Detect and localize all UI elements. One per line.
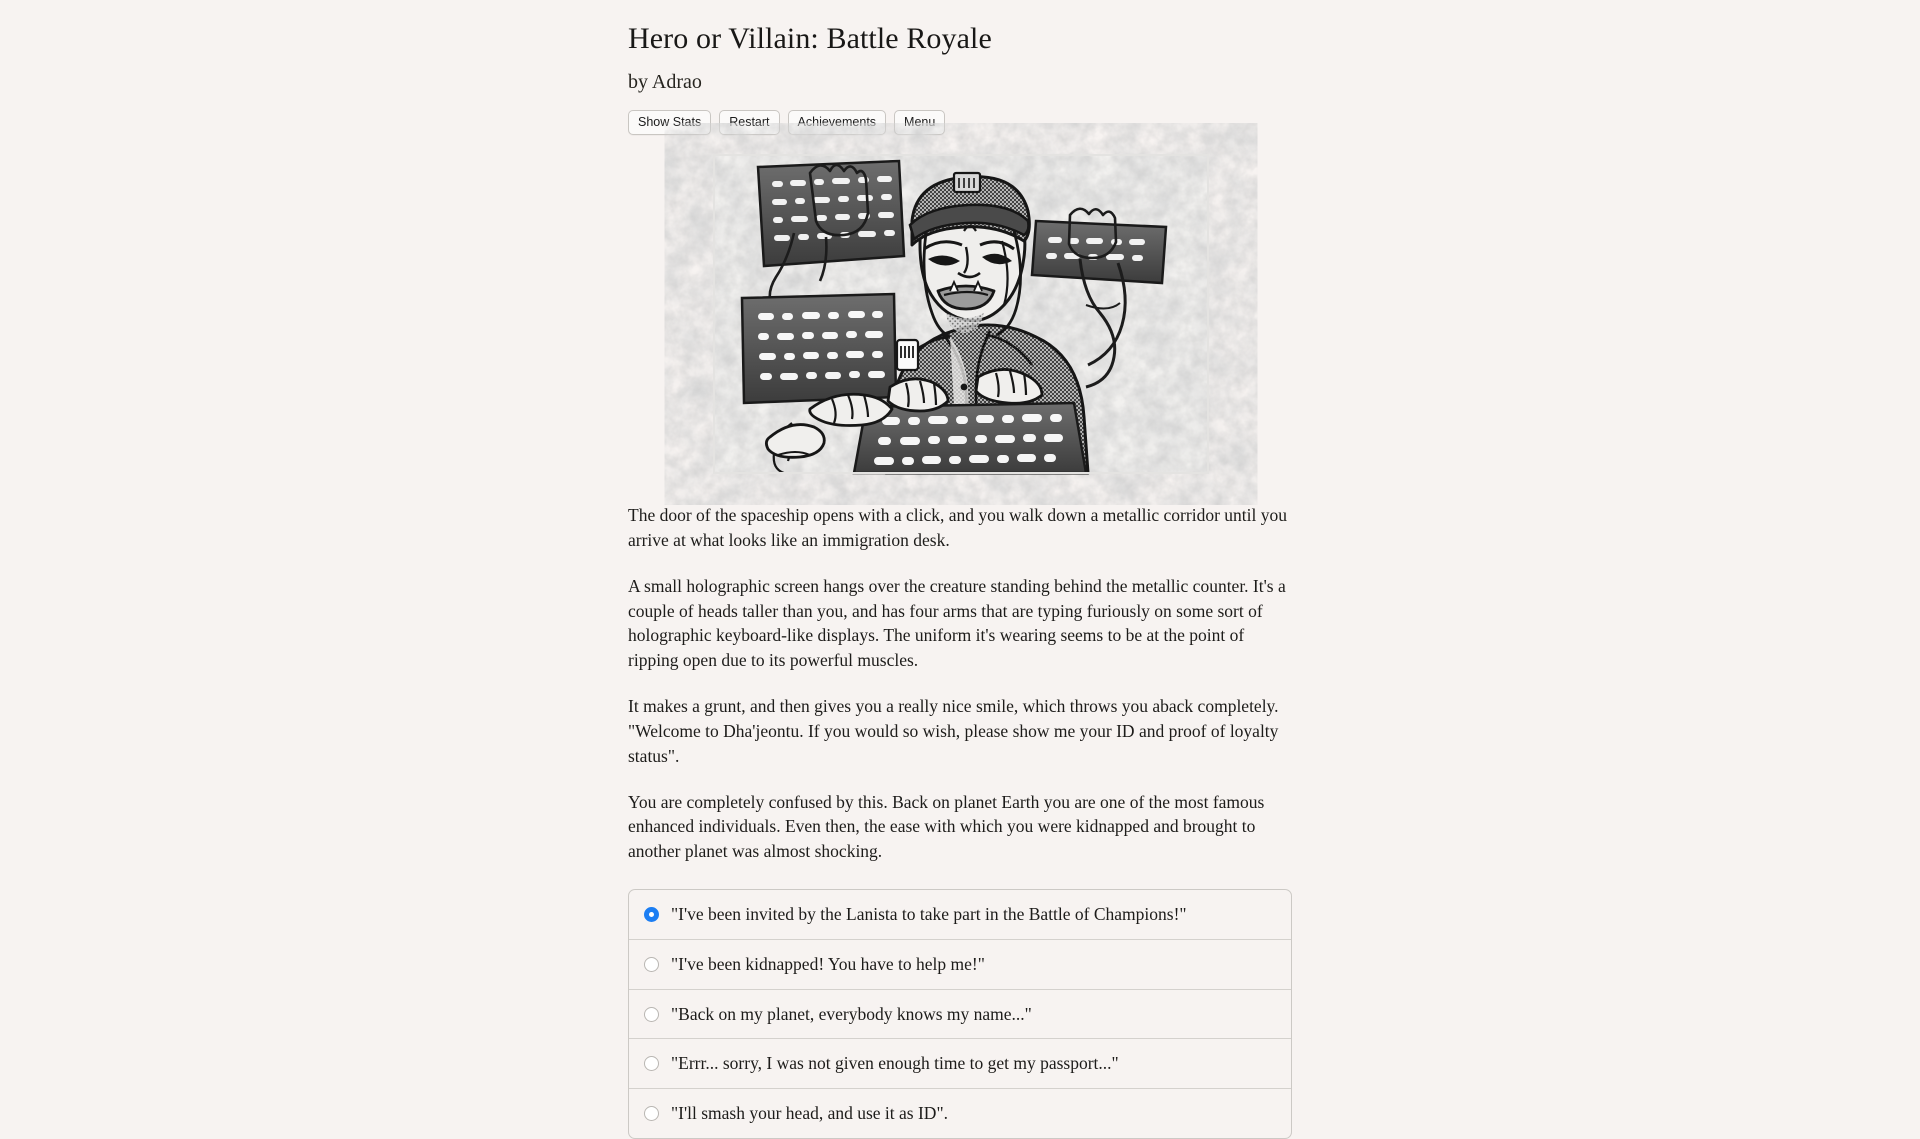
- scene-illustration: [714, 155, 1208, 473]
- radio-button-icon[interactable]: [644, 1007, 659, 1022]
- choice-label: "I've been kidnapped! You have to help me!": [671, 953, 985, 974]
- choice-option[interactable]: [629, 989, 1291, 1039]
- author-byline: by Adrao: [628, 70, 702, 93]
- story-paragraph: You are completely confused by this. Back on planet Earth you are one of the most famous enhanced individuals. Even then, the ease with which you were kidnapped and brought to another planet was almost shocking.: [628, 791, 1265, 862]
- game-toolbar: [628, 110, 1292, 136]
- radio-button-icon[interactable]: [644, 1106, 659, 1121]
- choice-option[interactable]: [629, 890, 1291, 939]
- choice-option[interactable]: [629, 1038, 1291, 1088]
- radio-button-icon[interactable]: [644, 1056, 659, 1071]
- page-title: Hero or Villain: Battle Royale: [628, 22, 992, 55]
- choice-label: "Errr... sorry, I was not given enough time to get my passport...": [671, 1053, 1119, 1074]
- restart-button[interactable]: Restart: [719, 110, 779, 136]
- choice-option[interactable]: [629, 1088, 1291, 1138]
- story-paragraph: It makes a grunt, and then gives you a really nice smile, which throws you aback completely. "Welcome to Dha'jeontu. If you would so wish, please show me your ID and proof of loyalty status".: [628, 696, 1279, 766]
- achievements-button[interactable]: Achievements: [788, 110, 887, 136]
- choice-label: "Back on my planet, everybody knows my name...": [671, 1003, 1032, 1024]
- choice-option[interactable]: [629, 939, 1291, 989]
- story-paragraph: The door of the spaceship opens with a click, and you walk down a metallic corridor until you arrive at what looks like an immigration desk.: [628, 505, 1287, 550]
- radio-button-selected-icon[interactable]: [644, 907, 659, 922]
- story-paragraph: A small holographic screen hangs over the creature standing behind the metallic counter. It's a couple of heads taller than you, and has four arms that are typing furiously on some sort of holographic keyboard-like displays. The uniform it's wearing seems to be at the point of ripping open due to its powerful muscles.: [628, 575, 1286, 671]
- radio-button-icon[interactable]: [644, 957, 659, 972]
- show-stats-button[interactable]: Show Stats: [628, 110, 711, 136]
- content-column: [628, 0, 1292, 1139]
- menu-button[interactable]: Menu: [894, 110, 945, 136]
- choice-label: "I'll smash your head, and use it as ID".: [671, 1103, 948, 1124]
- choice-list: [628, 889, 1292, 1139]
- story-text: [628, 503, 1292, 864]
- choice-label: "I've been invited by the Lanista to take part in the Battle of Champions!": [671, 904, 1187, 925]
